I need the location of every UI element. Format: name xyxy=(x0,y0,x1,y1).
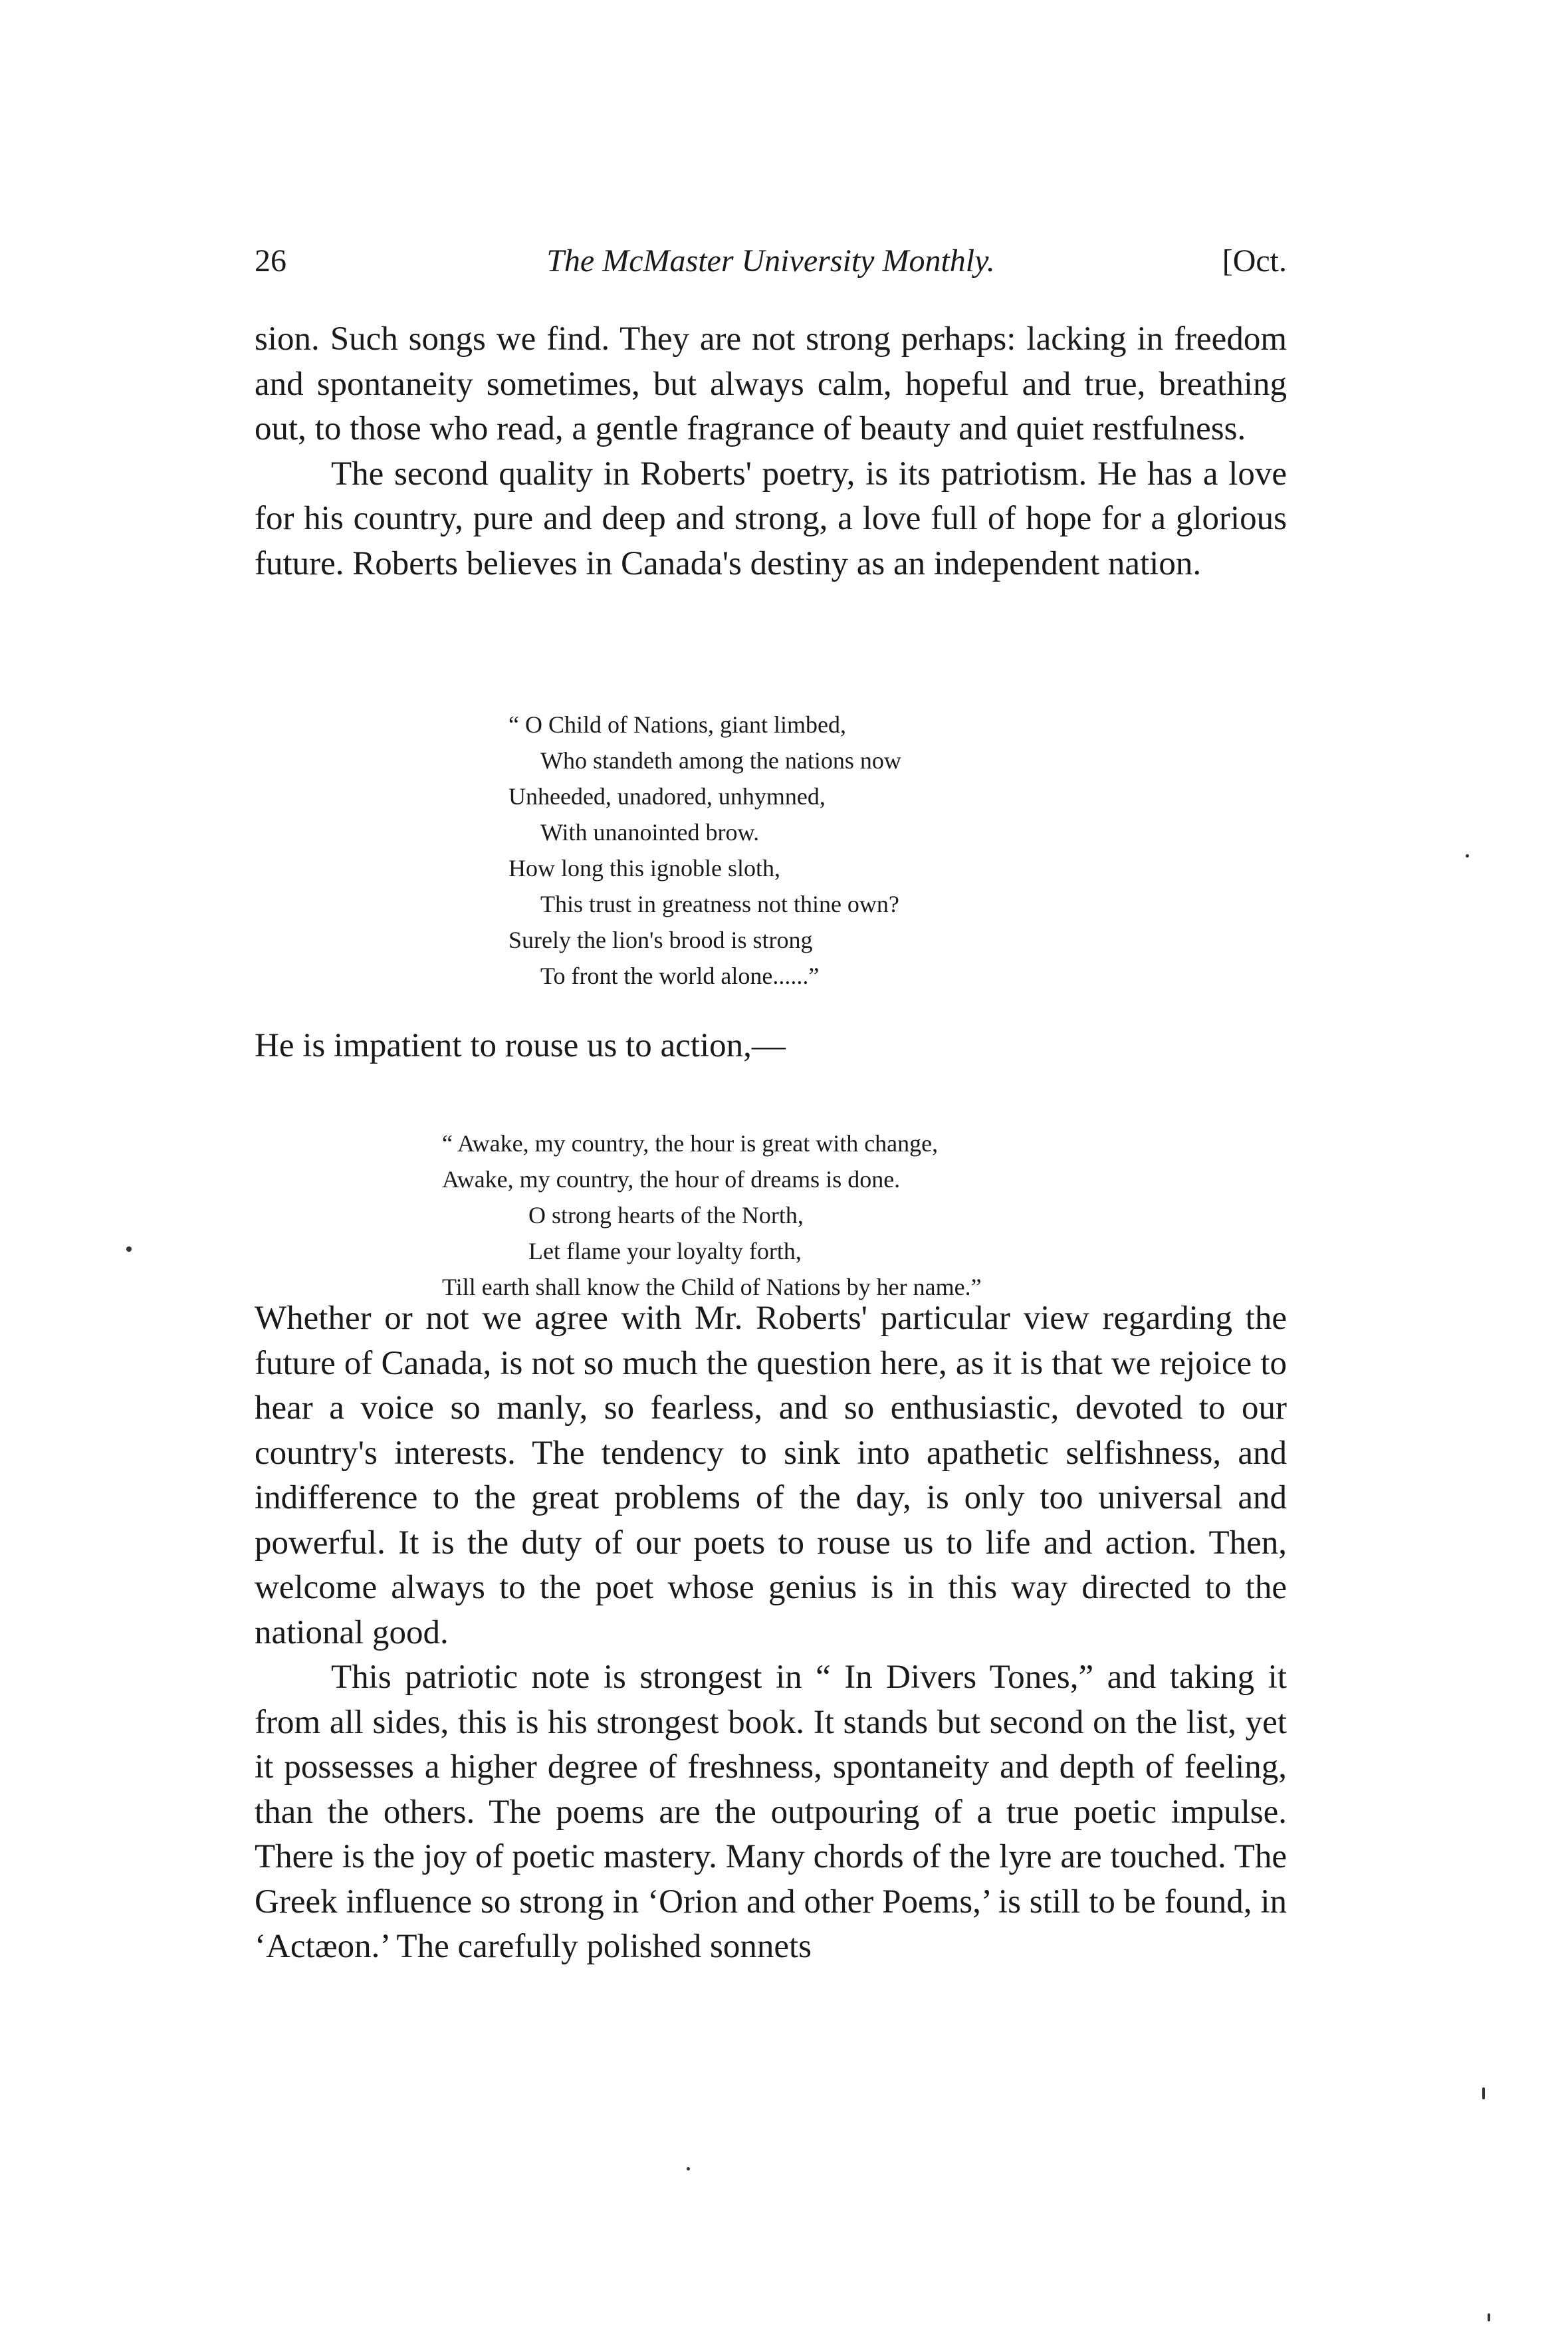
scan-speck-mark xyxy=(1482,2087,1485,2099)
running-header xyxy=(255,243,1287,302)
poem-line: Let flame your loyalty forth, xyxy=(528,1238,802,1264)
paragraph-whether: Whether or not we agree with Mr. Roberts' particular view regarding the future of Canada, is not so much the question here, as it is that we rejoice to hear a voice so manly, so fearless, and so enthusiastic, devoted to our country's interests. The tendency to sink into apathetic selfishness, and indifference to the great problems of the day, is only too universal and powerful. It is the duty of our poets to rouse us to life and action. Then, welcome always to the poet whose genius is in this way directed to the national good. xyxy=(255,1300,1287,1651)
poem-line: “ O Child of Nations, giant limbed, xyxy=(508,711,846,738)
page-number: 26 xyxy=(255,243,286,279)
scan-speck-mark xyxy=(126,1246,132,1252)
poem-quote-child-of-nations xyxy=(508,707,901,994)
paragraph-divers-tones: This patriotic note is strongest in “ In Divers Tones,” and taking it from all sides, this is his strongest book. It stands but second on the list, yet it possesses a higher degree of freshness, spontaneity and depth of feeling, than the others. The poems are the outpouring of a true poetic impulse. There is the joy of poetic mastery. Many chords of the lyre are touched. The Greek influence so strong in ‘Orion and other Poems,’ is still to be found, in ‘Actæon.’ The carefully polished sonnets xyxy=(255,1659,1287,1965)
poem-line: To front the world alone......” xyxy=(540,963,820,989)
paragraph-continued: sion. Such songs we find. They are not strong perhaps: lacking in freedom and spontaneity sometimes, but always calm, hopeful and true, breathing out, to those who read, a gentle fragrance of beauty and quiet restfulness. xyxy=(255,320,1287,447)
poem-line: Surely the lion's brood is strong xyxy=(508,927,813,953)
text-block-closing xyxy=(255,1296,1287,1970)
poem-line: “ Awake, my country, the hour is great with change, xyxy=(442,1130,939,1157)
text-block-opening xyxy=(255,317,1287,586)
poem-line: This trust in greatness not thine own? xyxy=(540,891,899,917)
paragraph-patriotism: The second quality in Roberts' poetry, is its patriotism. He has a love for his country, pure and deep and strong, a love full of hope for a glorious future. Roberts believes in Canada's destiny as an independent nation. xyxy=(255,455,1287,582)
poem-line: Awake, my country, the hour of dreams is done. xyxy=(442,1166,901,1193)
scan-speck-mark xyxy=(1466,854,1469,858)
poem-line: How long this ignoble sloth, xyxy=(508,855,781,881)
poem-line: Till earth shall know the Child of Nations by her name.” xyxy=(442,1274,982,1300)
poem-line: Who standeth among the nations now xyxy=(540,747,901,774)
scan-speck-mark xyxy=(1488,2313,1490,2321)
journal-title: The McMaster University Monthly. xyxy=(546,243,995,279)
issue-month: [Oct. xyxy=(1222,243,1287,279)
paragraph-impatient: He is impatient to rouse us to action,— xyxy=(255,1027,786,1064)
scan-speck-mark xyxy=(687,2167,690,2170)
text-block-impatient xyxy=(255,1024,1287,1069)
poem-line: O strong hearts of the North, xyxy=(528,1202,804,1229)
poem-line: Unheeded, unadored, unhymned, xyxy=(508,783,826,810)
poem-line: With unanointed brow. xyxy=(540,819,760,846)
poem-quote-awake xyxy=(442,1125,982,1305)
